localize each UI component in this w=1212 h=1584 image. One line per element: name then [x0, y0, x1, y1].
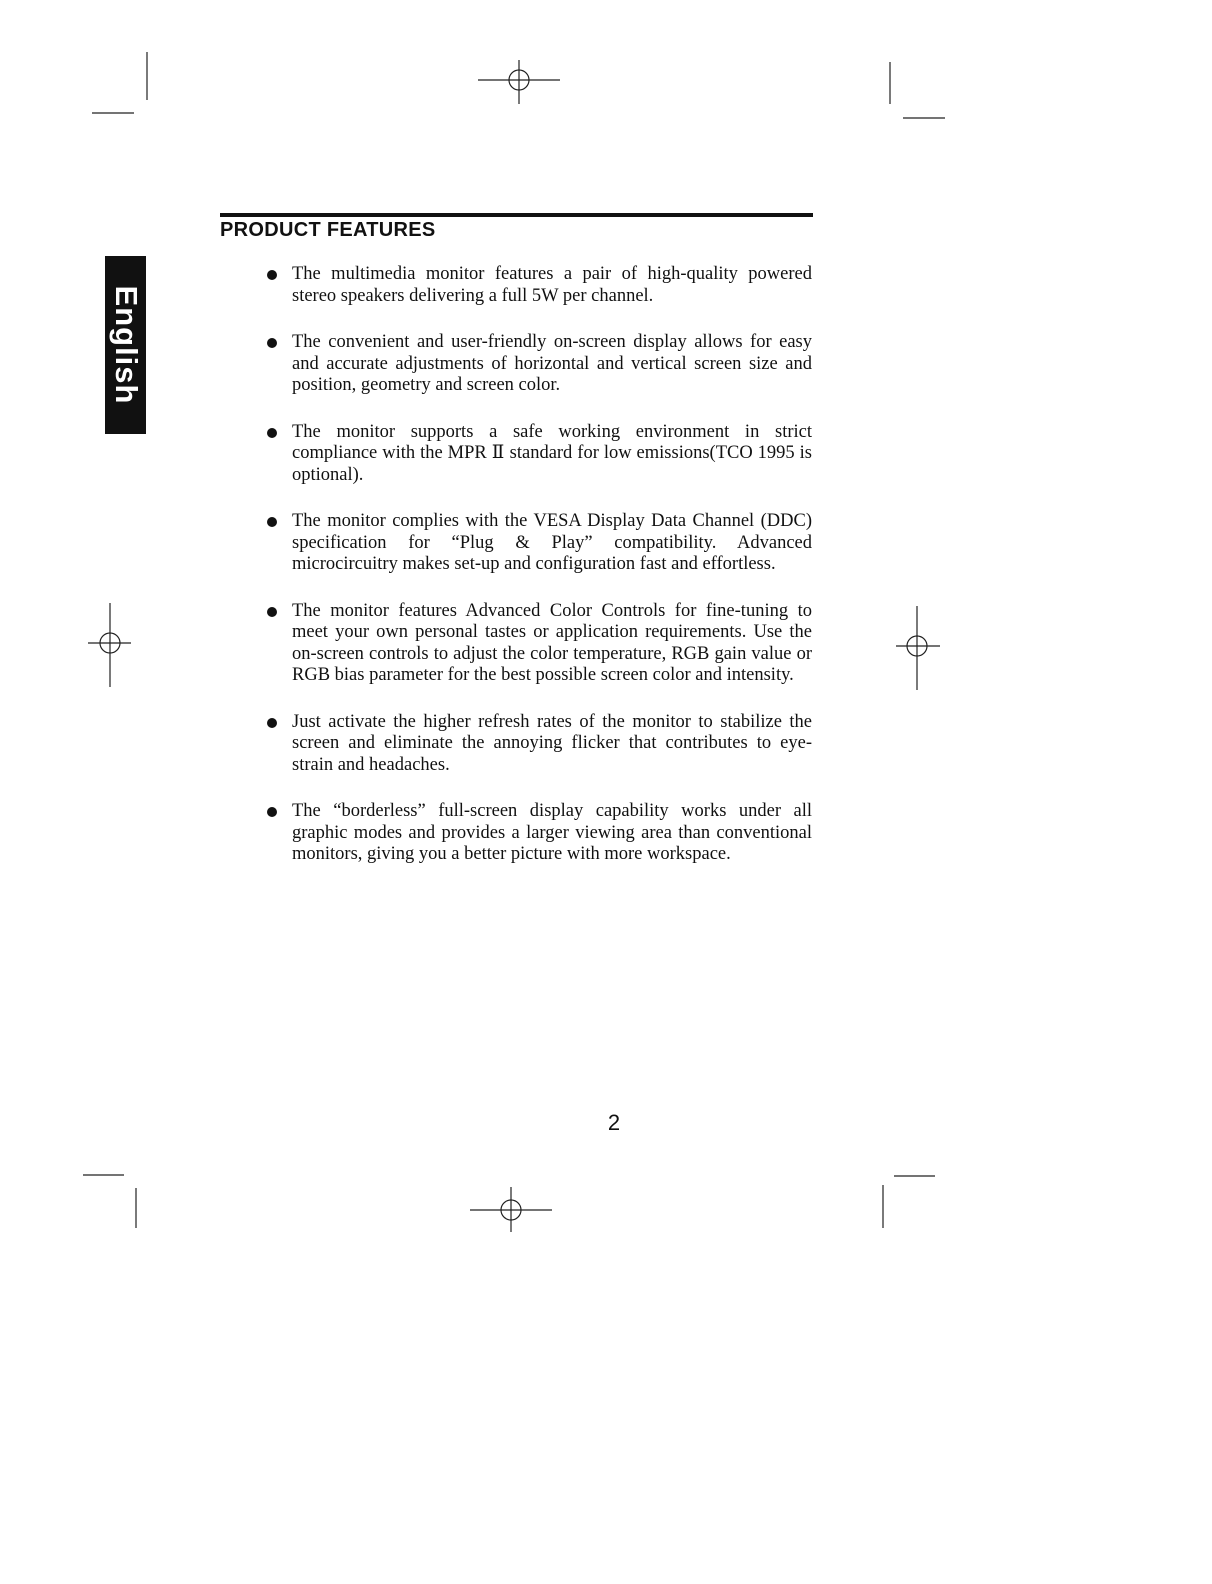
bullet-dot-icon — [267, 270, 277, 280]
section-title: PRODUCT FEATURES — [220, 219, 436, 241]
feature-list — [264, 264, 812, 891]
feature-item — [264, 801, 812, 866]
feature-item — [264, 264, 812, 307]
language-tab-label: English — [108, 285, 144, 405]
page-number: 2 — [607, 1110, 621, 1135]
bullet-dot-icon — [267, 807, 277, 817]
feature-text: The “borderless” full-screen display capability works under all graphic modes and provides a larger viewing area than conventional monitors, giving you a better picture with more workspace. — [292, 801, 812, 864]
bullet-dot-icon — [267, 517, 277, 527]
feature-text: The convenient and user-friendly on-screen display allows for easy and accurate adjustments of horizontal and vertical screen size and position, geometry and screen color. — [292, 332, 812, 395]
feature-item — [264, 601, 812, 687]
feature-item — [264, 422, 812, 487]
language-tab — [105, 256, 146, 434]
feature-item — [264, 332, 812, 397]
feature-item — [264, 511, 812, 576]
feature-text: The multimedia monitor features a pair of high-quality powered stereo speakers delivering a full 5W per channel. — [292, 264, 812, 306]
feature-item — [264, 712, 812, 777]
bullet-dot-icon — [267, 718, 277, 728]
bullet-dot-icon — [267, 428, 277, 438]
feature-text: The monitor features Advanced Color Controls for fine-tuning to meet your own personal tastes or application requirements. Use the on-screen controls to adjust the color temperature, RGB gain value or RGB bias parameter for the best possible screen color and intensity. — [292, 600, 812, 685]
feature-text: The monitor supports a safe working environment in strict compliance with the MPR Ⅱ standard for low emissions(TCO 1995 is optional). — [292, 421, 812, 485]
feature-text: Just activate the higher refresh rates of the monitor to stabilize the screen and eliminate the annoying flicker that contributes to eye-strain and headaches. — [292, 711, 812, 775]
feature-text: The monitor complies with the VESA Display Data Channel (DDC) specification for “Plug & Play” compatibility. Advanced microcircuitry makes set-up and configuration fast and effortless. — [292, 511, 812, 574]
bullet-dot-icon — [267, 338, 277, 348]
heading-rule — [220, 213, 813, 217]
bullet-dot-icon — [267, 607, 277, 617]
